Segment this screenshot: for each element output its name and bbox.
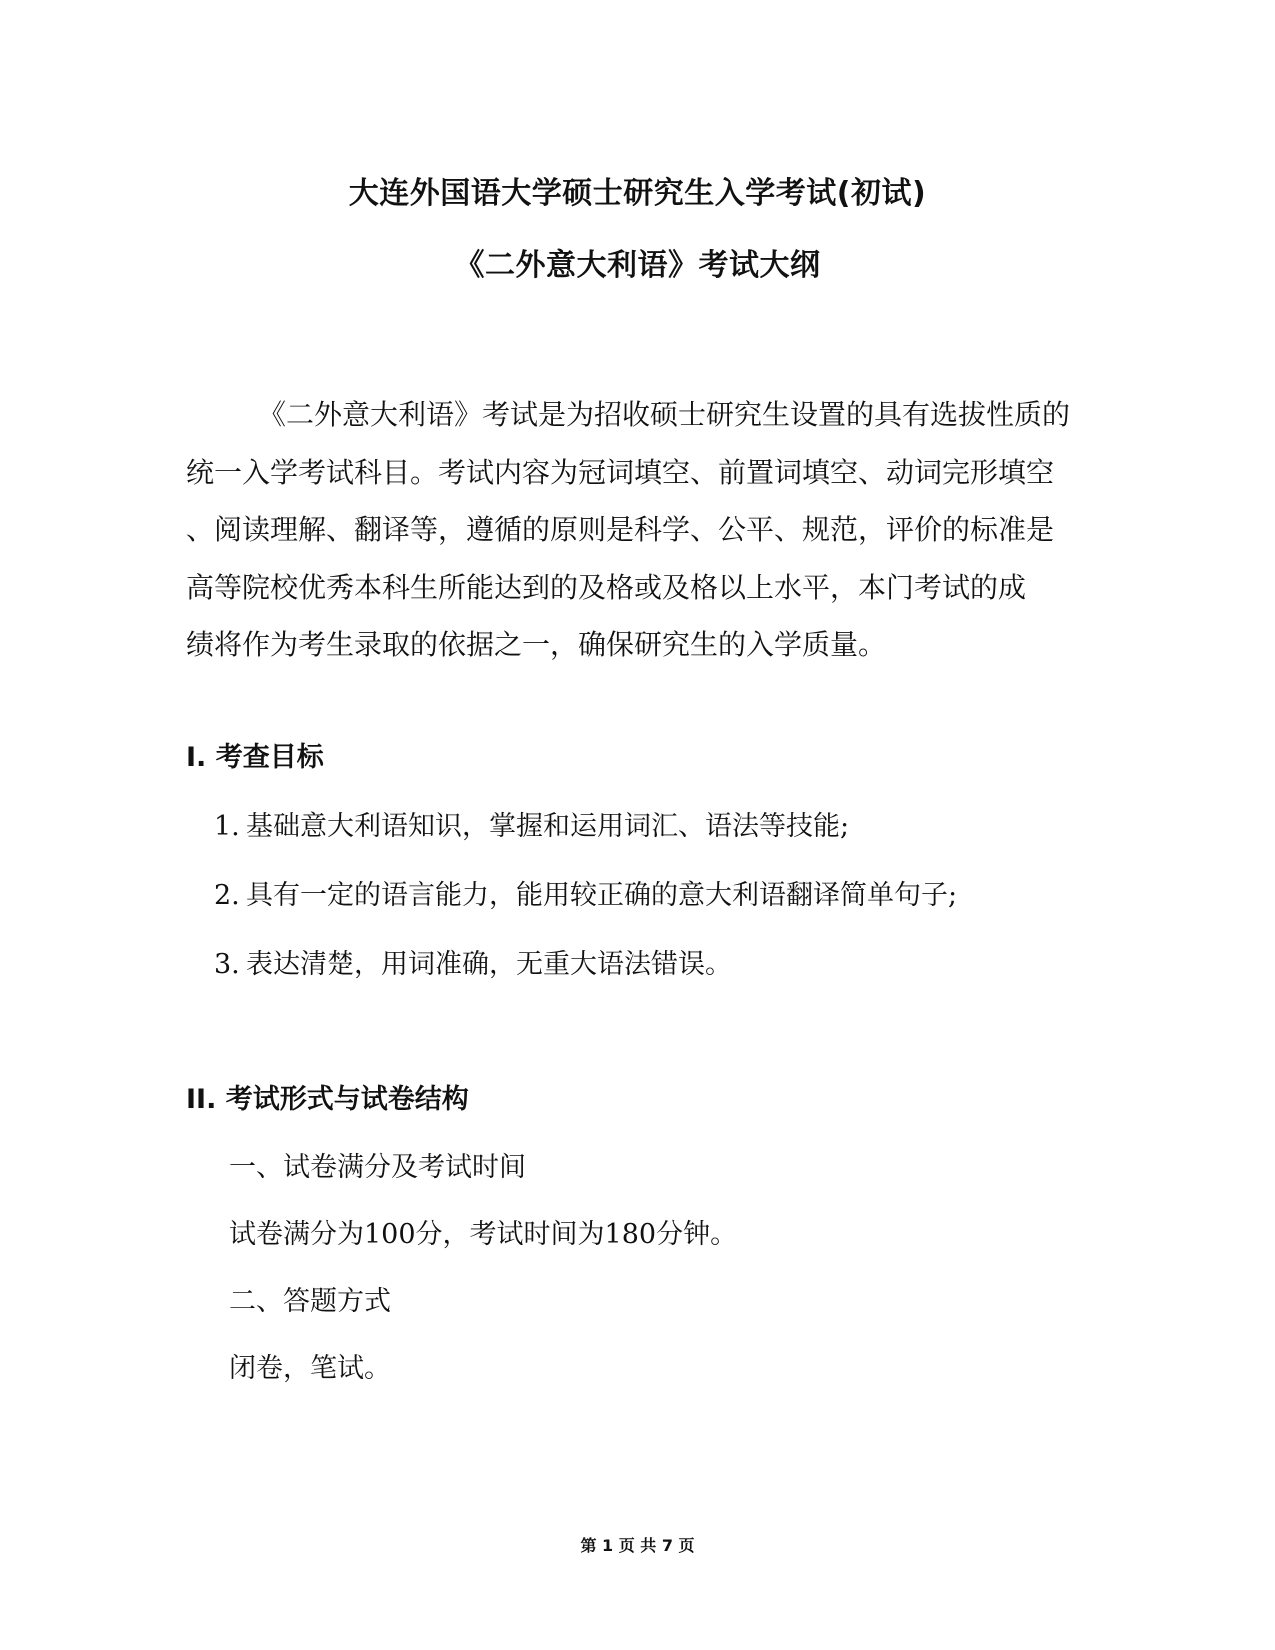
document-subtitle: 《二外意大利语》考试大纲 [454,248,821,283]
intro-paragraph [186,395,1086,683]
list-item-number: 3. [214,949,240,980]
list-item-number: 1. [214,811,240,842]
list-item [214,873,957,912]
intro-line: 绩将作为考生录取的依据之一，确保研究生的入学质量。 [186,628,887,661]
list-item [214,942,732,981]
subsection-title: 二、答题方式 [229,1286,391,1317]
subsection-title: 一、试卷满分及考试时间 [229,1152,526,1183]
page-footer: 第 1 页 共 7 页 [580,1536,695,1555]
list-item-number: 2. [214,880,240,911]
subsection-text: 试卷满分为100分，考试时间为180分钟。 [229,1219,738,1250]
intro-line: 、阅读理解、翻译等，遵循的原则是科学、公平、规范，评价的标准是 [186,513,1055,546]
list-item-text: 表达清楚，用词准确，无重大语法错误。 [246,949,732,980]
intro-line: 《二外意大利语》考试是为招收硕士研究生设置的具有选拔性质的 [258,398,1071,431]
section-heading-objectives: I. 考查目标 [186,742,324,773]
intro-line: 高等院校优秀本科生所能达到的及格或及格以上水平，本门考试的成 [186,570,1027,604]
document-title: 大连外国语大学硕士研究生入学考试(初试) [348,176,927,211]
intro-line: 统一入学考试科目。考试内容为冠词填空、前置词填空、动词完形填空 [186,455,1055,489]
list-item [214,804,849,843]
section-heading-exam-format: II. 考试形式与试卷结构 [186,1084,469,1115]
list-item-text: 具有一定的语言能力，能用较正确的意大利语翻译简单句子; [246,880,958,911]
list-item-text: 基础意大利语知识，掌握和运用词汇、语法等技能; [246,811,850,842]
subsection-text: 闭卷，笔试。 [229,1353,391,1384]
